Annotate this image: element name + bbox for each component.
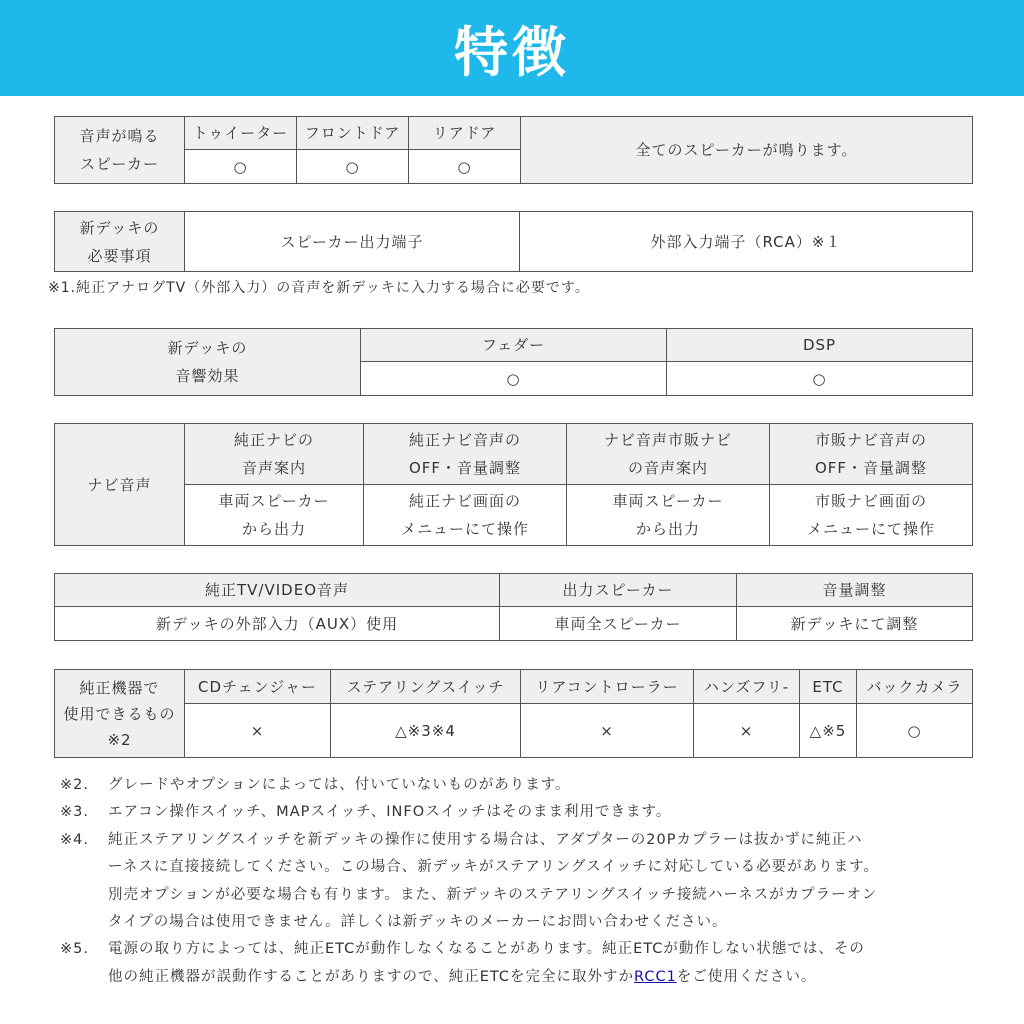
rcc1-link[interactable]: RCC1	[634, 968, 677, 985]
equipment-table	[54, 669, 973, 758]
note-item	[60, 827, 980, 937]
note-item	[60, 772, 980, 799]
column-header: フロントドア	[297, 117, 409, 150]
tv-video-table	[54, 573, 973, 641]
value-cell: △※5	[800, 704, 857, 758]
value-cell: 外部入力端子（RCA）※１	[520, 212, 973, 272]
column-header	[185, 424, 364, 485]
column-header: ハンズフリ-	[694, 670, 800, 704]
column-header: 音量調整	[737, 574, 973, 607]
value-cell: スピーカー出力端子	[185, 212, 520, 272]
header-line: の音声案内	[627, 459, 708, 477]
value-cell	[770, 485, 973, 546]
navi-table	[54, 423, 973, 546]
value-line: 市販ナビ画面の	[814, 492, 927, 510]
note-text: をご使用ください。	[676, 968, 817, 985]
sound-effect-table	[54, 328, 973, 396]
label-line: 純正機器で	[79, 678, 160, 697]
navi-row-label: ナビ音声	[55, 424, 185, 546]
column-header: バックカメラ	[857, 670, 973, 704]
label-line: スピーカー	[79, 155, 160, 173]
note-item	[60, 936, 980, 991]
footnote-1: ※1.純正アナログTV（外部入力）の音声を新デッキに入力する場合に必要です。	[48, 280, 590, 296]
column-header: フェダー	[361, 329, 667, 362]
value-cell: 新デッキにて調整	[737, 607, 973, 641]
value-line: 車両スピーカー	[612, 492, 724, 510]
sound-effect-row-label	[55, 329, 361, 396]
column-header: ETC	[800, 670, 857, 704]
value-cell	[567, 485, 770, 546]
value-line: メニューにて操作	[400, 520, 529, 538]
note-body	[108, 936, 980, 991]
value-cell: ×	[185, 704, 331, 758]
note-line: 電源の取り方によっては、純正ETCが動作しなくなることがあります。純正ETCが動作しない状態では、その	[108, 941, 865, 958]
header-line: ナビ音声市販ナビ	[603, 431, 732, 449]
note-line: グレードやオプションによっては、付いていないものがあります。	[108, 777, 571, 793]
column-header: リアコントローラー	[521, 670, 694, 704]
column-header: CDチェンジャー	[185, 670, 331, 704]
value-cell: ○	[185, 150, 297, 184]
speaker-row-label	[55, 117, 185, 184]
note-line: ーネスに直接接続してください。この場合、新デッキがステアリングスイッチに対応している必要があります。	[108, 859, 879, 876]
header-line: 純正ナビ音声の	[408, 431, 521, 449]
label-line: ※2	[107, 730, 132, 749]
label-line: 音声が鳴る	[79, 127, 160, 145]
label-line: 新デッキの	[167, 339, 248, 357]
note-body	[108, 827, 980, 937]
header-line: OFF・音量調整	[814, 459, 928, 477]
value-line: 車両スピーカー	[218, 492, 330, 510]
value-cell: 車両全スピーカー	[500, 607, 737, 641]
header-line: 市販ナビ音声の	[814, 431, 927, 449]
column-header: 出力スピーカー	[500, 574, 737, 607]
requirements-row-label	[55, 212, 185, 272]
note-line: 別売オプションが必要な場合も有ります。また、新デッキのステアリングスイッチ接続ハーネスがカプラーオン	[108, 886, 878, 903]
note-mark: ※2.	[60, 777, 89, 793]
note-mark: ※5.	[60, 941, 89, 958]
value-cell: 新デッキの外部入力（AUX）使用	[55, 607, 500, 641]
label-line: 使用できるもの	[63, 704, 176, 723]
note-mark: ※4.	[60, 831, 89, 848]
speaker-table	[54, 116, 973, 184]
header-line: 純正ナビの	[233, 431, 314, 449]
value-line: 純正ナビ画面の	[408, 492, 521, 510]
header-line: OFF・音量調整	[408, 459, 522, 477]
column-header: DSP	[667, 329, 973, 362]
note-item	[60, 799, 980, 826]
note-line	[108, 964, 980, 991]
notes-section	[60, 772, 980, 991]
value-line: メニューにて操作	[806, 520, 935, 538]
note-text: 他の純正機器が誤動作することがありますので、純正ETCを完全に取外すか	[108, 968, 635, 985]
note-line: タイプの場合は使用できません。詳しくは新デッキのメーカーにお問い合わせください。	[108, 914, 728, 931]
note-line: エアコン操作スイッチ、MAPスイッチ、INFOスイッチはそのまま利用できます。	[108, 804, 672, 821]
value-cell: ○	[857, 704, 973, 758]
column-header: リアドア	[409, 117, 521, 150]
note-body	[108, 772, 980, 799]
column-header	[364, 424, 567, 485]
note-line: 純正ステアリングスイッチを新デッキの操作に使用する場合は、アダプターの20Pカプラーは抜かずに純正ハ	[108, 831, 863, 848]
page-title: 特徴	[454, 20, 570, 84]
value-line: から出力	[241, 520, 306, 538]
equipment-row-label	[55, 670, 185, 758]
page-header	[0, 0, 1024, 96]
column-header: 純正TV/VIDEO音声	[55, 574, 500, 607]
speaker-summary: 全てのスピーカーが鳴ります。	[521, 117, 973, 184]
column-header	[770, 424, 973, 485]
value-cell: ○	[297, 150, 409, 184]
note-mark: ※3.	[60, 804, 89, 821]
value-cell	[364, 485, 567, 546]
column-header	[567, 424, 770, 485]
value-cell: ×	[694, 704, 800, 758]
header-line: 音声案内	[241, 459, 306, 477]
value-cell: ○	[361, 362, 667, 396]
label-line: 新デッキの	[79, 218, 160, 237]
requirements-table	[54, 211, 973, 272]
value-cell: ×	[521, 704, 694, 758]
label-line: 音響効果	[175, 367, 240, 385]
column-header: ステアリングスイッチ	[331, 670, 521, 704]
column-header: トゥイーター	[185, 117, 297, 150]
value-line: から出力	[635, 520, 700, 538]
value-cell: ○	[409, 150, 521, 184]
value-cell	[185, 485, 364, 546]
value-cell: △※3※4	[331, 704, 521, 758]
label-line: 必要事項	[87, 246, 152, 265]
note-body	[108, 799, 980, 826]
value-cell: ○	[667, 362, 973, 396]
